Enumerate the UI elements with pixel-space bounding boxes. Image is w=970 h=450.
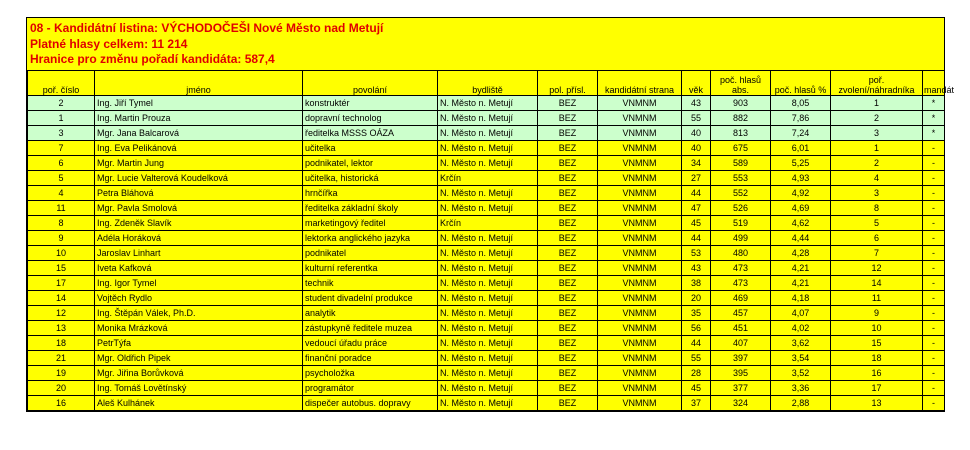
list-header <box>27 18 944 70</box>
cell-order-number: 11 <box>28 200 95 215</box>
col-header-votes-percent: poč. hlasů % <box>771 70 831 95</box>
cell-mandate: - <box>923 275 945 290</box>
cell-order-number: 4 <box>28 185 95 200</box>
cell-votes-percent: 4,69 <box>771 200 831 215</box>
cell-votes-percent: 4,21 <box>771 275 831 290</box>
cell-political-affiliation: BEZ <box>538 125 598 140</box>
col-header-age: věk <box>682 70 711 95</box>
cell-age: 44 <box>682 185 711 200</box>
cell-political-affiliation: BEZ <box>538 260 598 275</box>
cell-votes-percent: 4,92 <box>771 185 831 200</box>
table-row <box>28 185 945 200</box>
cell-votes-absolute: 473 <box>711 275 771 290</box>
cell-votes-absolute: 451 <box>711 320 771 335</box>
cell-mandate: * <box>923 95 945 110</box>
cell-age: 35 <box>682 305 711 320</box>
cell-political-affiliation: BEZ <box>538 350 598 365</box>
col-header-order-number: poř. číslo <box>28 70 95 95</box>
table-row <box>28 215 945 230</box>
cell-elected-substitute-order: 1 <box>831 140 923 155</box>
cell-mandate: - <box>923 230 945 245</box>
cell-elected-substitute-order: 5 <box>831 215 923 230</box>
table-row <box>28 155 945 170</box>
cell-name: Ing. Štěpán Válek, Ph.D. <box>95 305 303 320</box>
cell-occupation: podnikatel <box>303 245 438 260</box>
cell-mandate: - <box>923 395 945 410</box>
table-row <box>28 350 945 365</box>
cell-votes-absolute: 324 <box>711 395 771 410</box>
cell-nominating-party: VNMNM <box>598 320 682 335</box>
cell-votes-absolute: 903 <box>711 95 771 110</box>
cell-age: 43 <box>682 260 711 275</box>
cell-nominating-party: VNMNM <box>598 335 682 350</box>
candidates-table-body <box>28 95 945 410</box>
cell-nominating-party: VNMNM <box>598 290 682 305</box>
cell-occupation: finanční poradce <box>303 350 438 365</box>
cell-occupation: programátor <box>303 380 438 395</box>
cell-name: Ing. Tomáš Lovětínský <box>95 380 303 395</box>
cell-nominating-party: VNMNM <box>598 155 682 170</box>
cell-votes-percent: 3,36 <box>771 380 831 395</box>
cell-votes-percent: 2,88 <box>771 395 831 410</box>
cell-occupation: kulturní referentka <box>303 260 438 275</box>
cell-name: Mgr. Jana Balcarová <box>95 125 303 140</box>
table-row <box>28 140 945 155</box>
cell-votes-absolute: 499 <box>711 230 771 245</box>
cell-age: 56 <box>682 320 711 335</box>
cell-votes-percent: 8,05 <box>771 95 831 110</box>
cell-name: Aleš Kulhánek <box>95 395 303 410</box>
cell-age: 28 <box>682 365 711 380</box>
cell-votes-absolute: 675 <box>711 140 771 155</box>
cell-order-number: 10 <box>28 245 95 260</box>
cell-elected-substitute-order: 15 <box>831 335 923 350</box>
cell-residence: N. Město n. Metují <box>438 305 538 320</box>
cell-order-number: 16 <box>28 395 95 410</box>
cell-elected-substitute-order: 9 <box>831 305 923 320</box>
cell-political-affiliation: BEZ <box>538 200 598 215</box>
cell-political-affiliation: BEZ <box>538 155 598 170</box>
cell-elected-substitute-order: 10 <box>831 320 923 335</box>
cell-residence: N. Město n. Metují <box>438 185 538 200</box>
cell-political-affiliation: BEZ <box>538 230 598 245</box>
cell-votes-percent: 4,28 <box>771 245 831 260</box>
cell-name: Iveta Kafková <box>95 260 303 275</box>
cell-occupation: analytik <box>303 305 438 320</box>
cell-occupation: marketingový ředitel <box>303 215 438 230</box>
cell-residence: N. Město n. Metují <box>438 320 538 335</box>
cell-occupation: dopravní technolog <box>303 110 438 125</box>
cell-mandate: - <box>923 335 945 350</box>
cell-votes-percent: 7,86 <box>771 110 831 125</box>
cell-residence: N. Město n. Metují <box>438 335 538 350</box>
cell-mandate: - <box>923 185 945 200</box>
cell-nominating-party: VNMNM <box>598 125 682 140</box>
cell-residence: N. Město n. Metují <box>438 395 538 410</box>
cell-order-number: 15 <box>28 260 95 275</box>
cell-elected-substitute-order: 2 <box>831 155 923 170</box>
cell-mandate: - <box>923 365 945 380</box>
cell-nominating-party: VNMNM <box>598 395 682 410</box>
table-row <box>28 335 945 350</box>
cell-name: Mgr. Oldřich Pipek <box>95 350 303 365</box>
table-row <box>28 260 945 275</box>
cell-nominating-party: VNMNM <box>598 365 682 380</box>
table-row <box>28 395 945 410</box>
cell-occupation: student divadelní produkce <box>303 290 438 305</box>
cell-votes-absolute: 469 <box>711 290 771 305</box>
cell-residence: Krčín <box>438 170 538 185</box>
cell-votes-percent: 3,62 <box>771 335 831 350</box>
cell-order-number: 7 <box>28 140 95 155</box>
cell-occupation: učitelka <box>303 140 438 155</box>
table-row <box>28 245 945 260</box>
table-row <box>28 365 945 380</box>
cell-political-affiliation: BEZ <box>538 245 598 260</box>
cell-occupation: hrnčířka <box>303 185 438 200</box>
cell-votes-absolute: 407 <box>711 335 771 350</box>
cell-votes-percent: 4,18 <box>771 290 831 305</box>
order-change-threshold: Hranice pro změnu pořadí kandidáta: 587,4 <box>30 52 275 66</box>
cell-name: Ing. Igor Tymel <box>95 275 303 290</box>
cell-elected-substitute-order: 1 <box>831 95 923 110</box>
cell-political-affiliation: BEZ <box>538 290 598 305</box>
cell-votes-absolute: 882 <box>711 110 771 125</box>
cell-residence: N. Město n. Metují <box>438 365 538 380</box>
cell-mandate: - <box>923 350 945 365</box>
cell-elected-substitute-order: 16 <box>831 365 923 380</box>
table-row <box>28 170 945 185</box>
cell-political-affiliation: BEZ <box>538 110 598 125</box>
cell-name: Monika Mrázková <box>95 320 303 335</box>
cell-occupation: lektorka anglického jazyka <box>303 230 438 245</box>
cell-votes-percent: 3,54 <box>771 350 831 365</box>
table-header-row <box>28 70 945 95</box>
cell-name: Ing. Jiří Tymel <box>95 95 303 110</box>
cell-mandate: - <box>923 320 945 335</box>
cell-name: Mgr. Lucie Valterová Koudelková <box>95 170 303 185</box>
cell-name: Jaroslav Linhart <box>95 245 303 260</box>
cell-age: 45 <box>682 380 711 395</box>
cell-votes-absolute: 395 <box>711 365 771 380</box>
cell-nominating-party: VNMNM <box>598 350 682 365</box>
cell-residence: N. Město n. Metují <box>438 350 538 365</box>
cell-votes-percent: 7,24 <box>771 125 831 140</box>
cell-order-number: 14 <box>28 290 95 305</box>
cell-mandate: * <box>923 125 945 140</box>
cell-political-affiliation: BEZ <box>538 335 598 350</box>
cell-occupation: technik <box>303 275 438 290</box>
cell-mandate: - <box>923 215 945 230</box>
cell-order-number: 18 <box>28 335 95 350</box>
cell-order-number: 8 <box>28 215 95 230</box>
cell-order-number: 19 <box>28 365 95 380</box>
cell-residence: N. Město n. Metují <box>438 275 538 290</box>
cell-name: PetrTýfa <box>95 335 303 350</box>
cell-votes-absolute: 526 <box>711 200 771 215</box>
table-row <box>28 230 945 245</box>
cell-votes-absolute: 397 <box>711 350 771 365</box>
cell-mandate: - <box>923 305 945 320</box>
cell-votes-percent: 4,93 <box>771 170 831 185</box>
col-header-mandate: mandát <box>923 70 945 95</box>
cell-age: 43 <box>682 95 711 110</box>
cell-elected-substitute-order: 14 <box>831 275 923 290</box>
table-row <box>28 380 945 395</box>
cell-nominating-party: VNMNM <box>598 230 682 245</box>
cell-residence: Krčín <box>438 215 538 230</box>
cell-mandate: - <box>923 140 945 155</box>
cell-votes-absolute: 473 <box>711 260 771 275</box>
cell-nominating-party: VNMNM <box>598 305 682 320</box>
col-header-nominating-party: kandidátní strana <box>598 70 682 95</box>
cell-mandate: - <box>923 170 945 185</box>
cell-votes-absolute: 553 <box>711 170 771 185</box>
cell-political-affiliation: BEZ <box>538 305 598 320</box>
cell-order-number: 2 <box>28 95 95 110</box>
cell-nominating-party: VNMNM <box>598 260 682 275</box>
table-row <box>28 275 945 290</box>
cell-name: Petra Bláhová <box>95 185 303 200</box>
cell-order-number: 20 <box>28 380 95 395</box>
cell-age: 55 <box>682 110 711 125</box>
cell-elected-substitute-order: 13 <box>831 395 923 410</box>
cell-order-number: 5 <box>28 170 95 185</box>
cell-age: 44 <box>682 335 711 350</box>
cell-name: Ing. Zdeněk Slavík <box>95 215 303 230</box>
cell-nominating-party: VNMNM <box>598 95 682 110</box>
cell-occupation: vedoucí úřadu práce <box>303 335 438 350</box>
cell-order-number: 17 <box>28 275 95 290</box>
cell-mandate: - <box>923 200 945 215</box>
cell-name: Mgr. Pavla Smolová <box>95 200 303 215</box>
cell-votes-absolute: 519 <box>711 215 771 230</box>
cell-political-affiliation: BEZ <box>538 170 598 185</box>
cell-residence: N. Město n. Metují <box>438 155 538 170</box>
cell-elected-substitute-order: 8 <box>831 200 923 215</box>
cell-elected-substitute-order: 11 <box>831 290 923 305</box>
cell-residence: N. Město n. Metují <box>438 140 538 155</box>
cell-votes-absolute: 457 <box>711 305 771 320</box>
col-header-elected-substitute-order: poř. zvolení/náhradníka <box>831 70 923 95</box>
cell-nominating-party: VNMNM <box>598 215 682 230</box>
cell-mandate: * <box>923 110 945 125</box>
cell-political-affiliation: BEZ <box>538 140 598 155</box>
cell-age: 53 <box>682 245 711 260</box>
candidate-list-panel <box>26 17 955 412</box>
cell-votes-absolute: 589 <box>711 155 771 170</box>
cell-age: 40 <box>682 125 711 140</box>
cell-nominating-party: VNMNM <box>598 380 682 395</box>
cell-name: Adéla Horáková <box>95 230 303 245</box>
col-header-occupation: povolání <box>303 70 438 95</box>
cell-votes-percent: 5,25 <box>771 155 831 170</box>
cell-nominating-party: VNMNM <box>598 185 682 200</box>
cell-age: 55 <box>682 350 711 365</box>
cell-nominating-party: VNMNM <box>598 170 682 185</box>
cell-political-affiliation: BEZ <box>538 380 598 395</box>
cell-elected-substitute-order: 3 <box>831 185 923 200</box>
cell-votes-percent: 4,44 <box>771 230 831 245</box>
cell-name: Mgr. Jiřina Borůvková <box>95 365 303 380</box>
col-header-political-affiliation: pol. přísl. <box>538 70 598 95</box>
table-row <box>28 125 945 140</box>
cell-elected-substitute-order: 12 <box>831 260 923 275</box>
cell-age: 45 <box>682 215 711 230</box>
cell-order-number: 12 <box>28 305 95 320</box>
cell-residence: N. Město n. Metují <box>438 110 538 125</box>
cell-votes-percent: 4,21 <box>771 260 831 275</box>
cell-order-number: 3 <box>28 125 95 140</box>
cell-mandate: - <box>923 260 945 275</box>
cell-order-number: 13 <box>28 320 95 335</box>
table-row <box>28 200 945 215</box>
cell-occupation: podnikatel, lektor <box>303 155 438 170</box>
table-row <box>28 95 945 110</box>
cell-political-affiliation: BEZ <box>538 215 598 230</box>
cell-mandate: - <box>923 380 945 395</box>
col-header-votes-absolute: poč. hlasů abs. <box>711 70 771 95</box>
table-row <box>28 305 945 320</box>
cell-residence: N. Město n. Metují <box>438 125 538 140</box>
cell-elected-substitute-order: 7 <box>831 245 923 260</box>
cell-order-number: 9 <box>28 230 95 245</box>
list-title: 08 - Kandidátní listina: VÝCHODOČEŠI Nové Město nad Metují <box>30 21 384 35</box>
cell-votes-absolute: 552 <box>711 185 771 200</box>
cell-votes-absolute: 813 <box>711 125 771 140</box>
table-row <box>28 110 945 125</box>
cell-occupation: učitelka, historická <box>303 170 438 185</box>
cell-residence: N. Město n. Metují <box>438 245 538 260</box>
cell-votes-absolute: 377 <box>711 380 771 395</box>
cell-occupation: ředitelka základní školy <box>303 200 438 215</box>
col-header-name: jméno <box>95 70 303 95</box>
cell-residence: N. Město n. Metují <box>438 95 538 110</box>
cell-occupation: ředitelka MSSS OÁZA <box>303 125 438 140</box>
cell-order-number: 6 <box>28 155 95 170</box>
cell-mandate: - <box>923 245 945 260</box>
cell-name: Mgr. Martin Jung <box>95 155 303 170</box>
cell-occupation: zástupkyně ředitele muzea <box>303 320 438 335</box>
cell-occupation: dispečer autobus. dopravy <box>303 395 438 410</box>
cell-mandate: - <box>923 155 945 170</box>
cell-age: 20 <box>682 290 711 305</box>
col-header-residence: bydliště <box>438 70 538 95</box>
cell-elected-substitute-order: 17 <box>831 380 923 395</box>
cell-elected-substitute-order: 2 <box>831 110 923 125</box>
cell-residence: N. Město n. Metují <box>438 260 538 275</box>
cell-name: Vojtěch Rydlo <box>95 290 303 305</box>
table-row <box>28 290 945 305</box>
cell-votes-percent: 4,02 <box>771 320 831 335</box>
cell-votes-percent: 4,62 <box>771 215 831 230</box>
cell-political-affiliation: BEZ <box>538 185 598 200</box>
cell-age: 37 <box>682 395 711 410</box>
cell-political-affiliation: BEZ <box>538 395 598 410</box>
table-row <box>28 320 945 335</box>
cell-age: 27 <box>682 170 711 185</box>
cell-order-number: 21 <box>28 350 95 365</box>
cell-age: 38 <box>682 275 711 290</box>
cell-votes-percent: 3,52 <box>771 365 831 380</box>
cell-age: 47 <box>682 200 711 215</box>
cell-political-affiliation: BEZ <box>538 275 598 290</box>
cell-political-affiliation: BEZ <box>538 320 598 335</box>
valid-votes-total: Platné hlasy celkem: 11 214 <box>30 36 188 51</box>
cell-occupation: konstruktér <box>303 95 438 110</box>
cell-elected-substitute-order: 18 <box>831 350 923 365</box>
cell-name: Ing. Martin Prouza <box>95 110 303 125</box>
cell-nominating-party: VNMNM <box>598 140 682 155</box>
cell-elected-substitute-order: 3 <box>831 125 923 140</box>
cell-order-number: 1 <box>28 110 95 125</box>
cell-age: 34 <box>682 155 711 170</box>
cell-residence: N. Město n. Metují <box>438 380 538 395</box>
cell-votes-percent: 4,07 <box>771 305 831 320</box>
cell-votes-percent: 6,01 <box>771 140 831 155</box>
cell-name: Ing. Eva Pelikánová <box>95 140 303 155</box>
cell-residence: N. Město n. Metují <box>438 230 538 245</box>
cell-mandate: - <box>923 290 945 305</box>
cell-nominating-party: VNMNM <box>598 110 682 125</box>
candidates-table <box>27 70 955 411</box>
cell-residence: N. Město n. Metují <box>438 290 538 305</box>
cell-occupation: psycholožka <box>303 365 438 380</box>
cell-votes-absolute: 480 <box>711 245 771 260</box>
cell-residence: N. Město n. Metují <box>438 200 538 215</box>
cell-elected-substitute-order: 6 <box>831 230 923 245</box>
cell-political-affiliation: BEZ <box>538 365 598 380</box>
cell-nominating-party: VNMNM <box>598 275 682 290</box>
cell-age: 40 <box>682 140 711 155</box>
cell-nominating-party: VNMNM <box>598 245 682 260</box>
cell-elected-substitute-order: 4 <box>831 170 923 185</box>
cell-political-affiliation: BEZ <box>538 95 598 110</box>
cell-age: 44 <box>682 230 711 245</box>
cell-nominating-party: VNMNM <box>598 200 682 215</box>
